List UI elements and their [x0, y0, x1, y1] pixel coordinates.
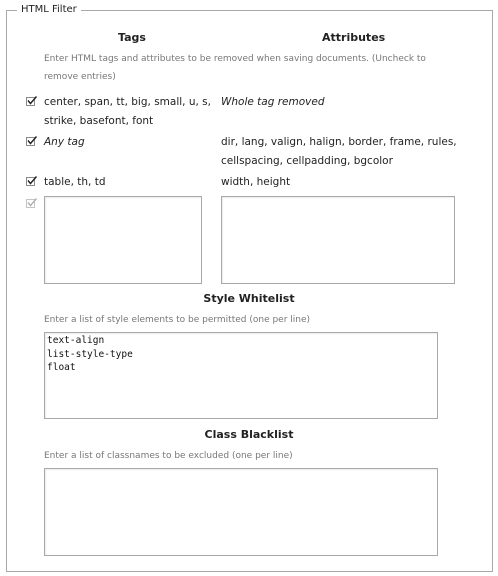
- class-blacklist-title: Class Blacklist: [204, 428, 294, 441]
- row-3-attributes[interactable]: width, height: [221, 176, 291, 188]
- tags-column-header: Tags: [118, 31, 146, 44]
- html-filter-legend: HTML Filter: [17, 3, 81, 17]
- new-tags-input[interactable]: [44, 196, 202, 284]
- checkmark-icon: [26, 175, 38, 186]
- checkmark-icon: [26, 95, 38, 106]
- row-2-attributes[interactable]: dir, lang, valign, halign, border, frame, rules, cellspacing, cellpadding, bgcolor: [221, 136, 457, 167]
- new-attributes-input[interactable]: [221, 196, 455, 284]
- checkmark-icon: [26, 197, 38, 208]
- attributes-column-header: Attributes: [322, 31, 386, 44]
- style-whitelist-hint: Enter a list of style elements to be permitted (one per line): [44, 315, 311, 325]
- row-2-tags[interactable]: Any tag: [44, 136, 85, 148]
- row-3-tags[interactable]: table, th, td: [44, 176, 106, 188]
- row-1-attributes[interactable]: Whole tag removed: [221, 96, 325, 108]
- class-blacklist-textarea[interactable]: [44, 468, 438, 556]
- style-whitelist-title: Style Whitelist: [203, 292, 295, 305]
- row-1-checkbox[interactable]: [26, 97, 35, 106]
- new-entry-checkbox: [26, 199, 35, 208]
- class-blacklist-hint: Enter a list of classnames to be excluded (one per line): [44, 451, 293, 461]
- row-2-checkbox[interactable]: [26, 137, 35, 146]
- checkmark-icon: [26, 135, 38, 146]
- tags-hint-text: Enter HTML tags and attributes to be removed when saving documents. (Uncheck to remove entries): [44, 54, 426, 82]
- row-1-tags[interactable]: center, span, tt, big, small, u, s, strike, basefont, font: [44, 96, 211, 127]
- style-whitelist-textarea[interactable]: [44, 332, 438, 419]
- row-3-checkbox[interactable]: [26, 177, 35, 186]
